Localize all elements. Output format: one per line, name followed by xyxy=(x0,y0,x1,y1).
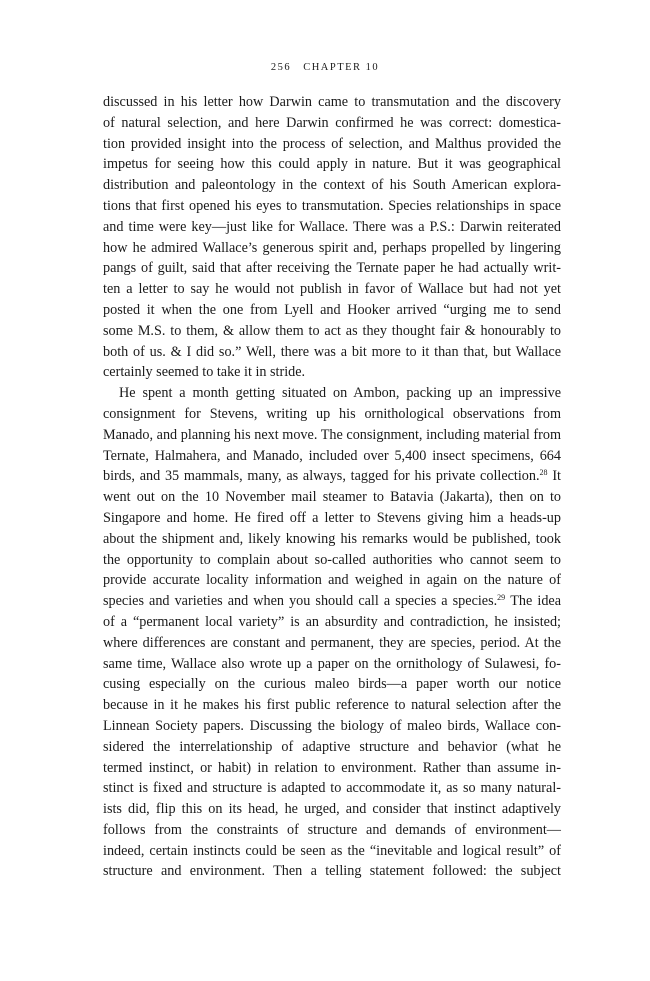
text-line: Singapore and home. He fired off a letter to Stevens giving him a heads-up xyxy=(103,509,561,526)
text-line: where differences are constant and permanent, they are species, period. At the xyxy=(103,634,561,651)
text-line: ists did, flip this on its head, he urged, and consider that instinct adaptively xyxy=(103,801,561,818)
text-line: because in it he makes his first public reference to natural selection after the xyxy=(103,697,561,714)
text-line: went out on the 10 November mail steamer to Batavia (Jakarta), then on to xyxy=(103,489,561,506)
text-line: tions that first opened his eyes to transmutation. Species relationships in space xyxy=(103,197,561,214)
text-segment: species and varieties and when you should call a species a species. xyxy=(103,593,498,610)
text-line: tion provided insight into the process of selection, and Malthus provided the xyxy=(103,135,561,152)
text-line: same time, Wallace also wrote up a paper on the ornithology of Sulawesi, fo- xyxy=(103,655,561,672)
text-line: how he admired Wallace’s generous spirit and, perhaps propelled by lingering xyxy=(103,239,561,256)
text-line: indeed, certain instincts could be seen as the “inevitable and logical result” of xyxy=(103,842,561,859)
text-line: structure and environment. Then a telling statement followed: the subject xyxy=(103,863,561,880)
text-line-with-footnote xyxy=(103,591,561,612)
text-line: sidered the interrelationship of adaptive structure and behavior (what he xyxy=(103,738,561,755)
text-line: of natural selection, and here Darwin confirmed he was correct: domestica- xyxy=(103,114,561,131)
running-head xyxy=(0,62,650,73)
chapter-title: CHAPTER 10 xyxy=(303,62,380,73)
text-line: posted it when the one from Lyell and Hooker arrived “urging me to send xyxy=(103,301,561,318)
text-line: impetus for seeing how this could apply in nature. But it was geographical xyxy=(103,156,561,173)
text-line: follows from the constraints of structure and demands of environment— xyxy=(103,821,561,838)
text-line-with-footnote xyxy=(103,466,561,487)
text-line: the opportunity to complain about so-called authorities who cannot seem to xyxy=(103,551,561,568)
text-line: about the shipment and, likely knowing his remarks would be published, took xyxy=(103,530,561,547)
text-segment: It xyxy=(552,468,561,485)
text-line: of a “permanent local variety” is an absurdity and contradiction, he insisted; xyxy=(103,613,561,630)
text-line: Manado, and planning his next move. The consignment, including material from xyxy=(103,426,561,443)
text-line: Ternate, Halmahera, and Manado, included over 5,400 insect specimens, 664 xyxy=(103,447,561,464)
text-line: stinct is fixed and structure is adapted to accommodate it, as so many natural- xyxy=(103,780,561,797)
text-line: distribution and paleontology in the context of his South American explora- xyxy=(103,177,561,194)
page-number: 256 xyxy=(270,62,292,73)
text-line: cusing especially on the curious maleo birds—a paper worth our notice xyxy=(103,676,561,693)
text-line: certainly seemed to take it in stride. xyxy=(103,364,306,381)
text-line: and time were key—just like for Wallace. There was a P.S.: Darwin reiterated xyxy=(103,218,561,235)
text-line: Linnean Society papers. Discussing the biology of maleo birds, Wallace con- xyxy=(103,717,561,734)
footnote-ref-29: 29 xyxy=(497,593,506,603)
text-line: termed instinct, or habit) in relation to environment. Rather than assume in- xyxy=(103,759,561,776)
paragraph-first-line: He spent a month getting situated on Ambon, packing up an impressive xyxy=(119,385,561,402)
text-line: pangs of guilt, said that after receiving the Ternate paper he had actually writ- xyxy=(103,260,561,277)
text-line: discussed in his letter how Darwin came to transmutation and the discovery xyxy=(103,94,561,110)
footnote-ref-28: 28 xyxy=(539,468,548,478)
text-line: some M.S. to them, & allow them to act as they thought fair & honourably to xyxy=(103,322,561,339)
text-line: both of us. & I did so.” Well, there was a bit more to it than that, but Wallace xyxy=(103,343,561,360)
body-text xyxy=(103,92,561,882)
text-line: provide accurate locality information and weighed in again on the nature of xyxy=(103,572,561,589)
text-line: consignment for Stevens, writing up his ornithological observations from xyxy=(103,405,561,422)
text-segment: birds, and 35 mammals, many, as always, tagged for his private collection. xyxy=(103,468,540,485)
text-line: ten a letter to say he would not publish in favor of Wallace but had not yet xyxy=(103,281,561,298)
text-segment: The idea xyxy=(510,593,562,610)
